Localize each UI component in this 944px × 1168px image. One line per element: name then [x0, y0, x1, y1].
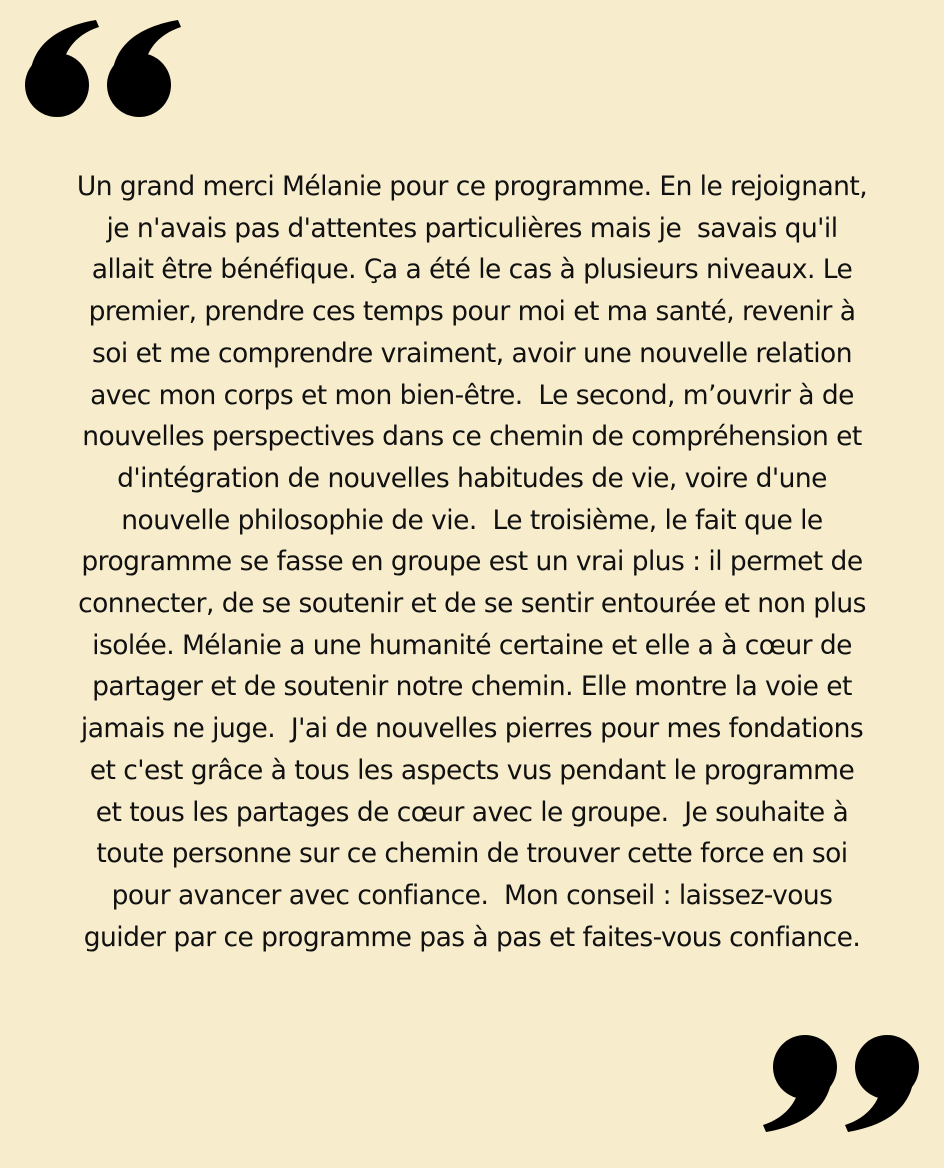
testimonial-line: soi et me comprendre vraiment, avoir une nouvelle relation	[92, 337, 852, 369]
testimonial-line: toute personne sur ce chemin de trouver cette force en soi	[96, 838, 848, 870]
testimonial-line: guider par ce programme pas à pas et faites-vous confiance.	[83, 921, 861, 953]
testimonial-line: Un grand merci Mélanie pour ce programme. En le rejoignant,	[76, 171, 868, 202]
testimonial-line: nouvelle philosophie de vie. Le troisième, le fait que le	[121, 504, 823, 536]
closing-quote-icon	[760, 1034, 922, 1134]
testimonial-line: partager et de soutenir notre chemin. Elle montre la voie et	[92, 671, 852, 703]
testimonial-line: programme se fasse en groupe est un vrai plus : il permet de	[81, 546, 863, 578]
testimonial-line: jamais ne juge. J'ai de nouvelles pierres pour mes fondations	[80, 713, 864, 745]
opening-quote-icon	[22, 18, 184, 118]
testimonial-line: premier, prendre ces temps pour moi et ma santé, revenir à	[88, 296, 856, 328]
testimonial-line: pour avancer avec confiance. Mon conseil : laissez-vous	[111, 879, 833, 911]
testimonial-line: connecter, de se soutenir et de se sentir entourée et non plus	[78, 588, 866, 620]
testimonial-line: et tous les partages de cœur avec le groupe. Je souhaite à	[95, 796, 849, 828]
testimonial-line: je n'avais pas d'attentes particulières mais je savais qu'il	[106, 212, 838, 244]
testimonial-line: allait être bénéfique. Ça a été le cas à plusieurs niveaux. Le	[91, 254, 853, 286]
testimonial-line: avec mon corps et mon bien-être. Le second, m’ouvrir à de	[90, 379, 854, 411]
testimonial-line: isolée. Mélanie a une humanité certaine et elle a à cœur de	[92, 629, 852, 661]
testimonial-line: nouvelles perspectives dans ce chemin de compréhension et	[82, 421, 862, 453]
testimonial-line: et c'est grâce à tous les aspects vus pendant le programme	[89, 754, 855, 786]
testimonial-text	[20, 166, 924, 958]
testimonial-line: d'intégration de nouvelles habitudes de vie, voire d'une	[117, 462, 827, 494]
